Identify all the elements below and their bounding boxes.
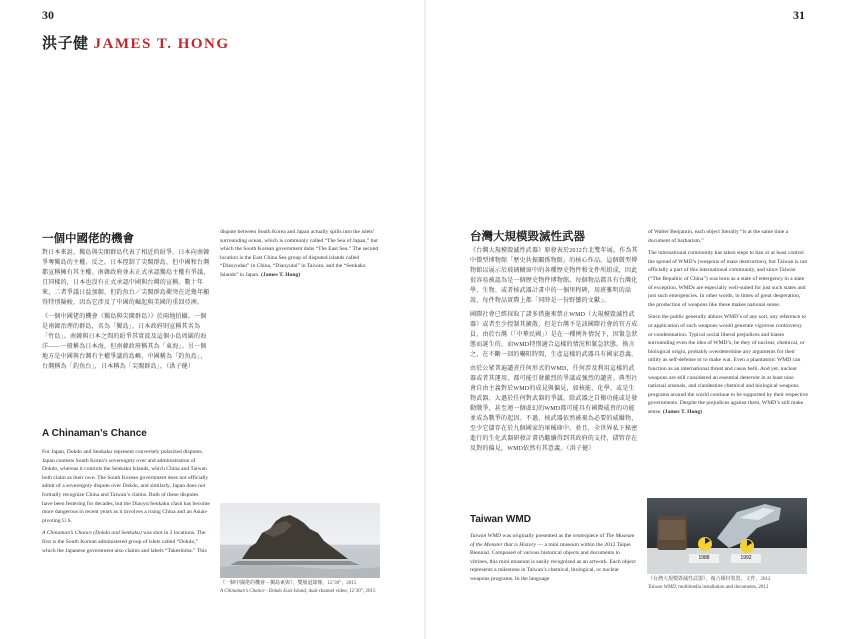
english-paragraph-2 bbox=[42, 529, 210, 555]
vitrine-caption-en bbox=[648, 584, 810, 592]
english-heading: A Chinaman’s Chance bbox=[42, 428, 147, 439]
chinese-paragraph-2: 《一個中國佬的機會（獨島與尖閣群島）》於兩地拍攝。一個是南韓治理的群島，名為「獨島」，日本政府則宣稱其名為「竹島」。南韓與日本之間的紛爭其實波及這個小島周圍的海洋——一般稱為日本海，但南韓政府稱其為「東海」。另一個地方是中國與台灣有主權爭議的島嶼，中國稱為「釣魚島」，台灣稱為「釣魚台」，日本稱為「尖閣群島」。（洪子健） bbox=[42, 314, 207, 370]
vitrine-caption-zh: 《台灣大規模毀滅性武器》，複合媒材裝置，文件，2012 bbox=[648, 577, 771, 582]
label-1992: 1992 bbox=[731, 554, 761, 563]
taiwan-en-col2-paragraph-1: of Walter Benjamin, each object literally “is at the same time a document of barbarism.” bbox=[648, 229, 789, 244]
chinese-paragraph-1: 對日本來說，獨島與尖閣群島代表了相近的紛爭。日本向南韓爭奪獨島的主權，反之，日本控制了尖閣群島，但中國和台灣都宣稱擁有其主權。南韓政府並未正式承認獨島主權有爭議，且同樣的，日本也沒有正式承認中國與台灣的宣稱。數十年來，二者爭議日益加劇，但釣魚台／尖閣群島衝突在近幾年顯得特別險峻，因為它涉及了中國的崛起與美國的重回亞洲。 bbox=[42, 250, 210, 306]
artist-name-en: JAMES T. HONG bbox=[93, 36, 230, 52]
artist-name-zh: 洪子健 bbox=[42, 36, 89, 52]
taiwan-wmd-body-zh bbox=[470, 246, 638, 458]
island-photo bbox=[220, 503, 380, 578]
island-caption-details: , dual-channel video, 12’30”, 2015 bbox=[305, 588, 376, 594]
taiwan-wmd-body-en bbox=[470, 532, 638, 588]
island-rock-illustration bbox=[220, 503, 380, 578]
taiwan-en-col2-paragraph-3-text: Since the public generally abhors WMD’s of any sort, any reference to or application of such weapons would generate vigorous controversy or condemnation. Typical social liberal prejudices and biases surrounding even the idea of WMD’s, be they of nuclear, chemical, or biological origin, probably overdetermine any arguments for their utility as self-defense or to make war. Even a phantasmic WMD can function as an international threat and casus belli. And yet, nuclear weapons are still considered an essential deterrent in at least nine national arsenals, and clandestine chemical and biological weapons programs around the world continue to be supported by their respective governments. Despite the prejudices against them, WMD’s still make sense. bbox=[648, 314, 808, 415]
vitrine-photo bbox=[647, 498, 807, 574]
english-signature: (James T. Hong) bbox=[261, 271, 301, 278]
taiwan-zh-paragraph-1: 《台灣大規模毀滅性武器》原發表於2012台北雙年展，作為其中微型博物館「歷史共振關係物館」的核心作品。這個微型博物館以展示於玻璃櫥窗中的各種歷史物件和文件所組成，因此很容易被認為是一個歷史物件博物館。每個物品都具有台灣化學、生物、或者核武器計畫中的一個里程碑，用班雅明的話說，每件物品實際上都「同時是一份野蠻的文獻」。 bbox=[470, 248, 638, 304]
english-paragraph-1: For Japan, Dokdo and Senkaku represent conversely polarized disputes. Japan contests South Korea’s sovereignty over and administration of Dokdo, whereas it controls the Senkaku Islands, which China and Taiwan both claim as their own. The South Korean government does not officially admit of a sovereignty dispute over Dokdo, and similarly, Japan does not formally recognize China and Taiwan’s claims. Both of these disputes have been festering for decades, but the Diaoyu/Senkaku clash has become more dangerous in recent years as it involves a rising China and an Asian-pivoting U.S. bbox=[42, 449, 210, 524]
taiwan-zh-paragraph-2: 國際社會已經採取了諸多措施來禁止WMD（大規模毀滅性武器）或者至少控制其擴散，但是台灣不是該國際社會的官方成員，由於台灣（「中華民國」）是在一種例外情況下，因緊急狀態而誕生的，而WMD特別適合這樣的情況和緊急狀態。換言之，在不斷一回的嚇阻時間，生產這樣的武器具有國家意義。 bbox=[470, 312, 638, 358]
taiwan-zh-paragraph-3: 由於公眾普遍譴責任何形式的WMD，任何涉及利用這樣的武器或者其運用，都可能引發激烈的爭議或強烈的譴責。典型社會自由主義對於WMD的成見與偏見，如核能、化學、或是生物武器，大過於任何對武器的爭議，除武器之自衛功能或是發動戰爭，甚至連一個虛幻的WMD都可能具有國際威脅的功能並成為戰爭的起因。不過，核武器依然被視為必要的威懾物，至少它儲存在於九個國家的軍械庫中。並且，全世界私下秘密進行的生化武器研發計畫仍繼續得到其政府的支持，儘管存在反對的偏見，WMD依然有其意義。（洪子健） bbox=[470, 366, 638, 452]
vitrine-objects-illustration bbox=[647, 498, 807, 574]
taiwan-en-col2-paragraph-3 bbox=[648, 313, 808, 416]
artist-title bbox=[42, 32, 230, 53]
taiwan-en-work-title: Taiwan WMD bbox=[470, 533, 502, 539]
page-gutter bbox=[424, 0, 426, 639]
english-column-2-paragraph: dispute between South Korea and Japan actually spills into the islets’ surrounding ocean, which is commonly called “The Sea of Japan,” but which the South Korean government dubs “The East Sea.” The second location is the East China Sea group of disputed islands called “Diaoyudao” in China, “Diaoyutai” in Taiwan, and the “Senkaku Islands” in Japan. bbox=[220, 229, 379, 278]
taiwan-en-text-a: was originally presented as the centerpiece of bbox=[501, 533, 606, 539]
english-work-title: A Chinaman’s Chance (Dokdo and Senkaku) bbox=[42, 530, 142, 537]
taiwan-wmd-heading-en: Taiwan WMD bbox=[470, 514, 531, 525]
english-body-column-2 bbox=[220, 228, 380, 284]
vitrine-caption-title: Taiwan WMD bbox=[648, 584, 676, 590]
vitrine-caption-details: , multimedia installation and documents, 2012 bbox=[675, 584, 769, 590]
island-caption-en bbox=[220, 588, 382, 596]
taiwan-wmd-heading-zh: 台灣大規模毀滅性武器 bbox=[470, 231, 585, 243]
chinese-body bbox=[42, 248, 210, 376]
english-paragraph-2-text: was shot in 2 locations. The first is the South Korean administered group of islets called “Dokdo,” which the Japanese government also claims and labels “Takeshima.” This bbox=[42, 530, 207, 554]
page-number-right: 31 bbox=[793, 8, 805, 22]
island-caption-zh: 《一個中國佬的機會－獨島東與》，雙頻道錄像，12’30”，2015 bbox=[220, 581, 357, 586]
page-number-left: 30 bbox=[42, 8, 54, 22]
taiwan-en-column-1 bbox=[470, 532, 638, 584]
english-column-2-text bbox=[220, 228, 380, 280]
island-caption-title: A Chinaman’s Chance - Dokdo East Island bbox=[220, 588, 306, 594]
taiwan-en-signature: (James T. Hong) bbox=[662, 408, 703, 415]
vitrine-caption bbox=[648, 576, 810, 591]
taiwan-wmd-body-en-col2 bbox=[648, 228, 808, 420]
taiwan-en-col2-paragraph-2: The international community has taken steps to ban or at least control the spread of WMD’s (weapons of mass destruction), but Taiwan is not officially a part of this international community, and since Taiwan (“The Republic of China”) was born as a state of emergency in a state of exception, WMDs are especially well-suited for just such states and just such emergencies. In other words, in times of great desperation, the production of weapons like these makes national sense. bbox=[648, 250, 808, 308]
island-caption bbox=[220, 580, 382, 595]
chinese-heading: 一個中國佬的機會 bbox=[42, 233, 134, 245]
english-body bbox=[42, 448, 210, 559]
label-1988: 1988 bbox=[689, 554, 719, 563]
taiwan-en-text-b: — a mini museum within the 2012 Taipei Biennial. Composed of various historical objects and documents in vitrines, this mini museum is easily recognized as an artwork. Each object represents a milestone in Taiwan’s chemical, biological, or nuclear weapons programs. In the language bbox=[470, 541, 636, 582]
taiwan-en-museum-title: The Museum of the Monster that is History bbox=[470, 533, 635, 548]
